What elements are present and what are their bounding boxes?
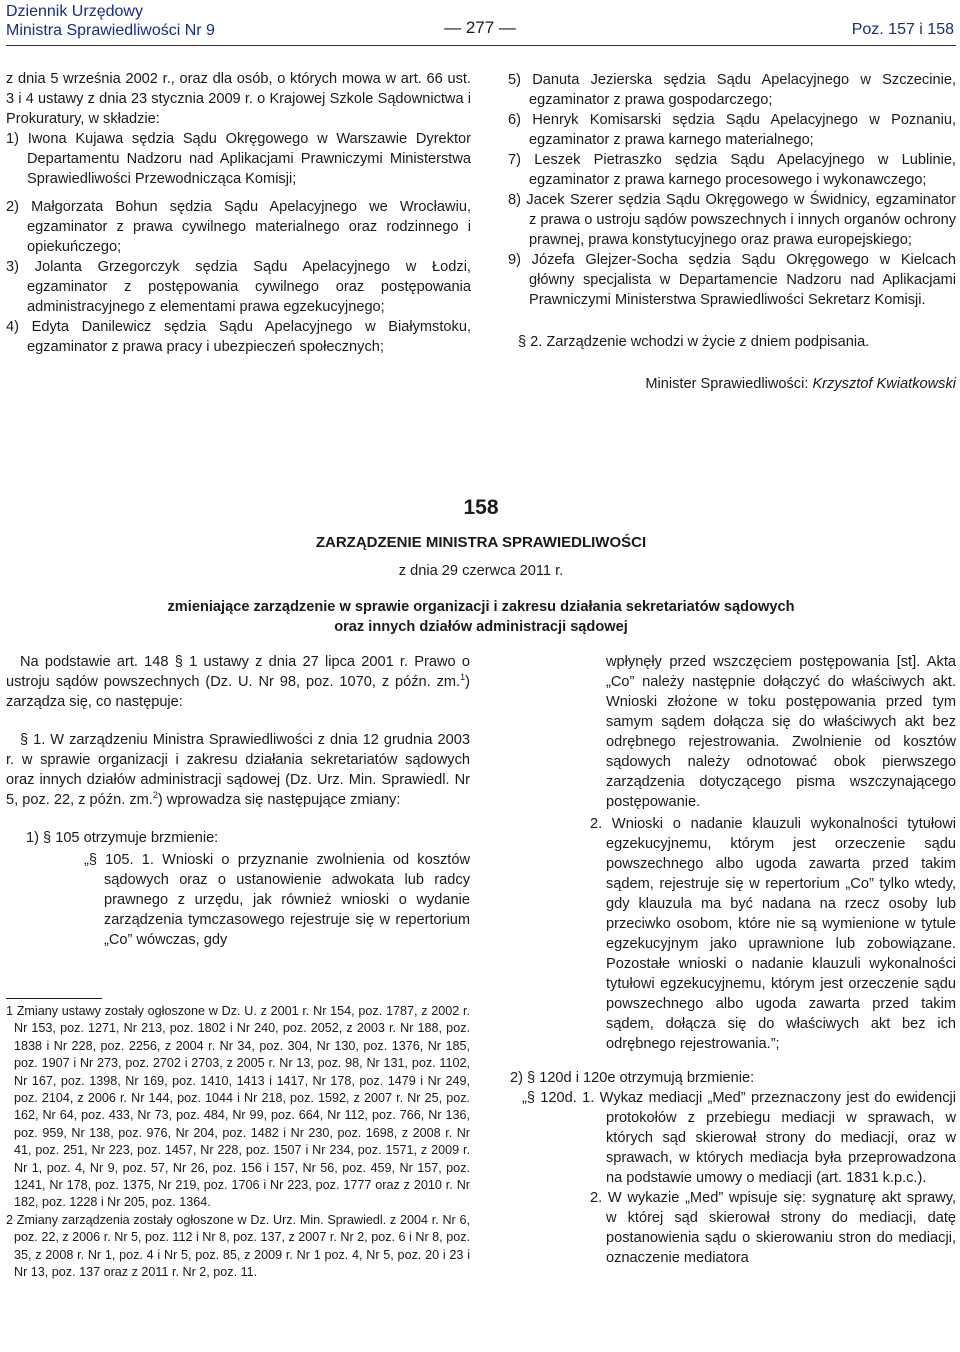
committee-member-8: 8) Jacek Szerer sędzia Sądu Okręgowego w Świdnicy, egzaminator z prawa o ustroju sądów powszechnych i innych organów ochrony prawnej, prawa konstytucyjnego oraz prawa europejskiego; <box>508 192 956 248</box>
ordinance-subject-line1: zmieniające zarządzenie w sprawie organizacji i zakresu działania sekretariatów sądowych <box>167 599 795 615</box>
footnote-ref-2: 2 <box>152 790 158 801</box>
point-1-heading: 1) § 105 otrzymuje brzmienie: <box>26 830 219 846</box>
footnote-divider <box>6 998 102 999</box>
position-reference: Poz. 157 i 158 <box>851 21 954 38</box>
committee-member-6: 6) Henryk Komisarski sędzia Sądu Apelacyjnego w Poznaniu, egzaminator z prawa karnego materialnego; <box>508 112 956 148</box>
ordinance-subject-line2: oraz innych działów administracji sądowej <box>334 619 628 635</box>
committee-member-3: 3) Jolanta Grzegorczyk sędzia Sądu Apelacyjnego w Łodzi, egzaminator z postępowania cywilnego oraz postępowania administracyjnego z elementami prawa egzekucyjnego; <box>6 259 471 315</box>
footnotes <box>6 1003 470 1282</box>
committee-member-2: 2) Małgorzata Bohun sędzia Sądu Apelacyjnego we Wrocławiu, egzaminator z prawa cywilnego materialnego oraz rodzinnego i opiekuńczego; <box>6 199 471 255</box>
footnote-1: 1 Zmiany ustawy zostały ogłoszone w Dz. U. z 2001 r. Nr 154, poz. 1787, z 2002 r. Nr 153, poz. 1271, Nr 213, poz. 1802 i Nr 240, poz. 2052, z 2003 r. Nr 188, poz. 1838 i Nr 228, poz. 2256, z 2004 r. Nr 34, poz. 304, Nr 130, poz. 1376, Nr 185, poz. 1907 i Nr 273, poz. 2702 i 2703, z 2005 r. Nr 13, poz. 98, Nr 131, poz. 1102, Nr 167, poz. 1398, Nr 169, poz. 1410, 1413 i 1417, Nr 178, poz. 1479 i Nr 249, poz. 2104, z 2006 r. Nr 144, poz. 1044 i Nr 218, poz. 1592, z 2007 r. Nr 25, poz. 162, Nr 64, poz. 433, Nr 73, poz. 484, Nr 99, poz. 664, Nr 112, poz. 766, Nr 136, poz. 959, Nr 138, poz. 976, Nr 204, poz. 1482 i Nr 230, poz. 1698, z 2008 r. Nr 41, poz. 251, Nr 223, poz. 1457, Nr 228, poz. 1507 i Nr 234, poz. 1571, z 2009 r. Nr 1, poz. 4, Nr 9, poz. 57, Nr 26, poz. 156 i 157, Nr 56, poz. 459, Nr 157, poz. 1241, Nr 178, poz. 1375, Nr 219, poz. 1706 i Nr 223, poz. 1777 oraz z 2010 r. Nr 182, poz. 1228 i Nr 205, poz. 1364. <box>6 1004 470 1210</box>
section-2: § 2. Zarządzenie wchodzi w życie z dniem podpisania. <box>518 334 870 350</box>
signature-label: Minister Sprawiedliwości: <box>645 376 813 392</box>
signature-name: Krzysztof Kwiatkowski <box>812 376 956 392</box>
point-1-text: „§ 105. 1. Wnioski o przyznanie zwolnienia od kosztów sądowych oraz o ustanowienie adwokata lub radcy prawnego z urzędu, jak również wnioski o wydanie zarządzenia tymczasowego rejestruje się w repertorium „Co” wówczas, gdy <box>84 852 470 948</box>
committee-intro: z dnia 5 września 2002 r., oraz dla osób, o których mowa w art. 66 ust. 3 i 4 ustawy z dnia 23 stycznia 2009 r. o Krajowej Szkole Sądownictwa i Prokuratury, w składzie: <box>6 71 471 127</box>
preamble-end: ) zarządza się, co następuje: <box>6 674 470 710</box>
committee-member-1: 1) Iwona Kujawa sędzia Sądu Okręgowego w Warszawie Dyrektor Departamentu Nadzoru nad Aplikacjami Prawniczymi Ministerstwa Sprawiedliwości Przewodnicząca Komisji; <box>6 131 471 187</box>
header-divider <box>6 45 956 46</box>
point-1-paragraph-2: 2. Wnioski o nadanie klauzuli wykonalności tytułowi egzekucyjnemu, którym jest orzeczenie sądu powszechnego albo ugoda zawarta przed takim sądem, rejestruje się w repertorium „Co” tylko wtedy, gdy klauzula ma być nadana na rzecz osoby lub przeciwko osobom, które nie są wymienione w tytule egzekucyjnym jako uprawnione lub zobowiązane. Pozostałe wnioski o nadanie klauzuli wykonalności tytułowi egzekucyjnemu, którym jest orzeczenie sądu powszechnego albo ugoda zawarta przed takim sądem, dołącza się do właściwych akt bez ich odrębnego rejestrowania.”; <box>590 816 956 1052</box>
upper-right-column <box>508 70 956 394</box>
lower-right-column <box>510 652 956 1268</box>
committee-member-7: 7) Leszek Pietraszko sędzia Sądu Apelacyjnego w Lublinie, egzaminator z prawa karnego procesowego i wykonawczego; <box>508 152 956 188</box>
point-2-paragraph-1: „§ 120d. 1. Wykaz mediacji „Med” przeznaczony jest do ewidencji protokołów z przebiegu mediacji w sprawach, w których sąd skierował strony do mediacji, oraz w sprawach, w których mediacja była przeprowadzona na podstawie umowy o mediacji (art. 1831 k.p.c.). <box>522 1090 956 1186</box>
committee-member-9: 9) Józefa Glejzer-Socha sędzia Sądu Okręgowego w Kielcach główny specjalista w Departamencie Nadzoru nad Aplikacjami Prawniczymi Ministerstwa Sprawiedliwości Sekretarz Komisji. <box>508 252 956 308</box>
committee-member-5: 5) Danuta Jezierska sędzia Sądu Apelacyjnego w Szczecinie, egzaminator z prawa gospodarczego; <box>508 72 956 108</box>
footnote-2: 2 Zmiany zarządzenia zostały ogłoszone w Dz. Urz. Min. Sprawiedl. z 2004 r. Nr 6, poz. 22, z 2006 r. Nr 5, poz. 112 i Nr 8, poz. 137, z 2007 r. Nr 2, poz. 6 i Nr 8, poz. 35, z 2008 r. Nr 1, poz. 4 i Nr 5, poz. 85, z 2009 r. Nr 1 poz. 4, Nr 5, poz. 20 i 23 i Nr 13, poz. 137 oraz z 2011 r. Nr 2, poz. 11. <box>6 1212 470 1280</box>
journal-title-line1: Dziennik Urzędowy <box>6 3 143 20</box>
point-1-continuation: wpłynęły przed wszczęciem postępowania [st]. Akta „Co” należy następnie dołączyć do właściwych akt. Wnioski złożone w toku postępowania przed tym samym sądem dołącza się do właściwych akt bez odrębnego rejestrowania. Zwolnienie od kosztów sądowych należy odnotować obok pierwszego zarządzenia dotyczącego pisma wszczynającego postępowanie. <box>606 654 956 810</box>
ordinance-date: z dnia 29 czerwca 2011 r. <box>398 563 564 579</box>
upper-left-column <box>6 69 471 357</box>
signature <box>508 374 956 394</box>
section-1 <box>6 730 470 810</box>
ordinance-title: ZARZĄDZENIE MINISTRA SPRAWIEDLIWOŚCI <box>315 534 647 551</box>
lower-left-column <box>6 652 470 950</box>
ordinance-heading <box>6 496 956 637</box>
preamble-text: Na podstawie art. 148 § 1 ustawy z dnia 27 lipca 2001 r. Prawo o ustroju sądów powszechnych (Dz. U. Nr 98, poz. 1070, z późn. zm. <box>6 654 470 690</box>
page-number: — 277 — <box>444 18 516 37</box>
journal-title-line2: Ministra Sprawiedliwości Nr 9 <box>6 22 215 39</box>
section-1-end: ) wprowadza się następujące zmiany: <box>157 792 401 808</box>
footnote-ref-1: 1 <box>460 672 466 683</box>
preamble <box>6 652 470 712</box>
ordinance-subject <box>6 597 956 637</box>
committee-member-4: 4) Edyta Danilewicz sędzia Sądu Apelacyjnego w Białymstoku, egzaminator z prawa pracy i ubezpieczeń społecznych; <box>6 319 471 355</box>
ordinance-number: 158 <box>463 496 499 519</box>
point-2-paragraph-2: 2. W wykazie „Med” wpisuje się: sygnaturę akt sprawy, w której sąd skierował strony do mediacji, datę postanowienia sądu o skierowaniu stron do mediacji, oznaczenie mediatora <box>590 1190 956 1266</box>
section-1-text: § 1. W zarządzeniu Ministra Sprawiedliwości z dnia 12 grudnia 2003 r. w sprawie organizacji i zakresu działania sekretariatów sądowych oraz innych działów administracji sądowej (Dz. Urz. Min. Sprawiedl. Nr 5, poz. 22, z późn. zm. <box>6 732 470 808</box>
point-2-heading: 2) § 120d i 120e otrzymują brzmienie: <box>510 1070 755 1086</box>
